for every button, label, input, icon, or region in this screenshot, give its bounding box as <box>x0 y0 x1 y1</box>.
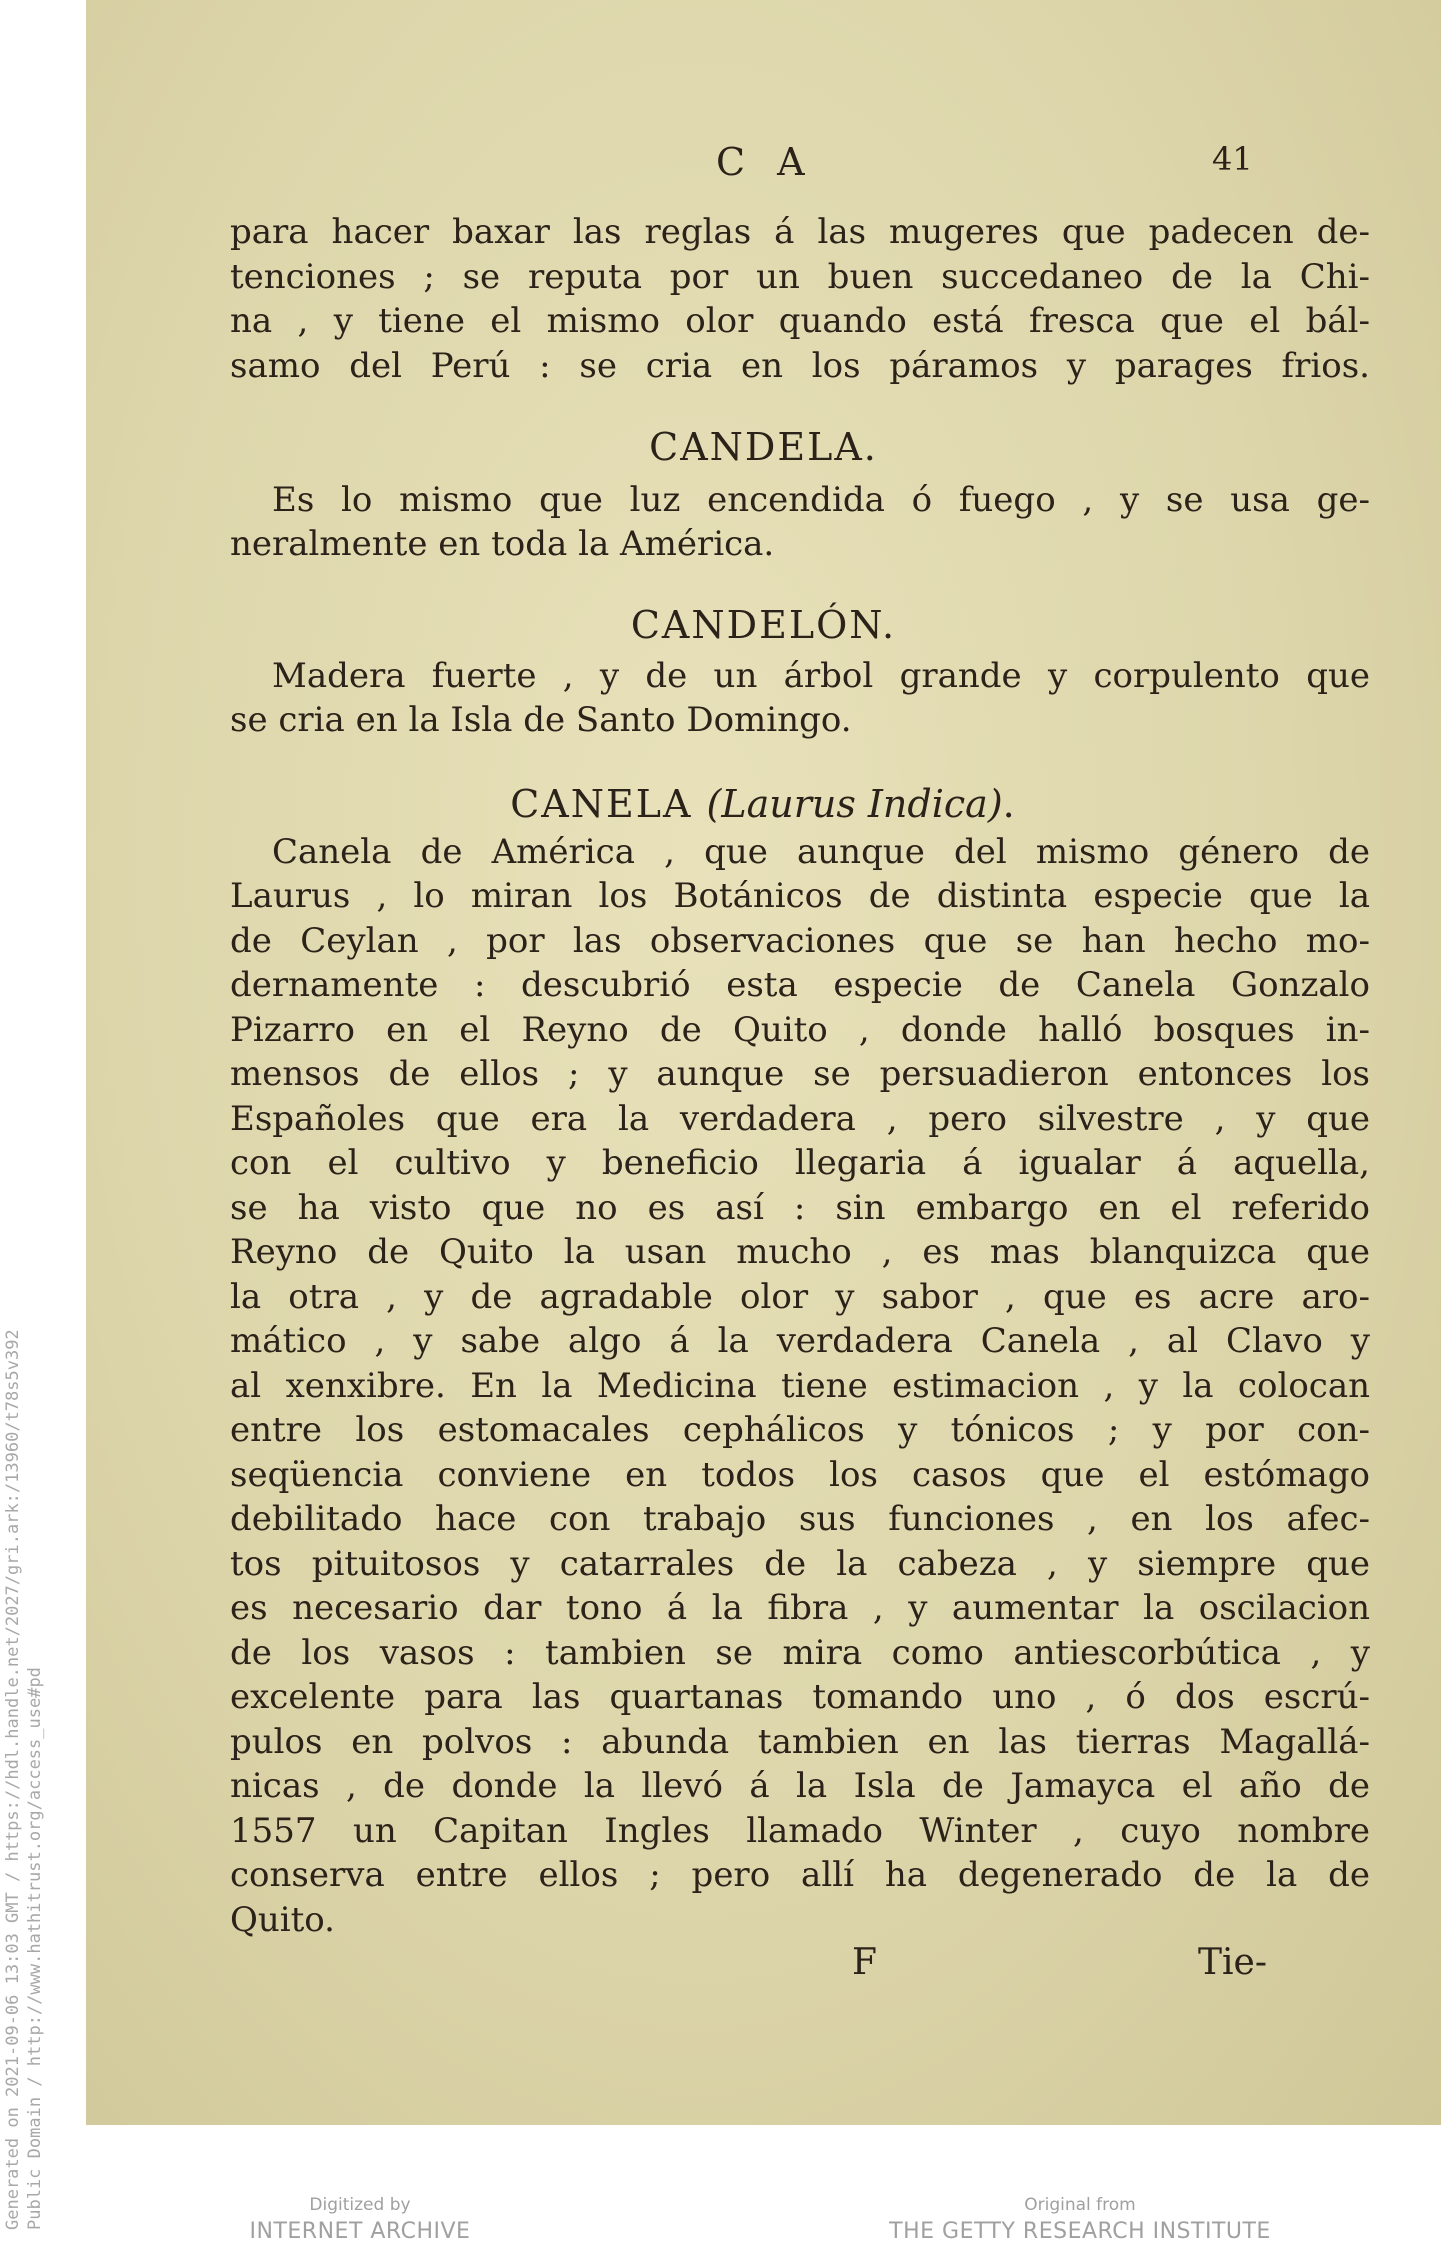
digitized-by-label: Digitized by <box>309 2195 411 2215</box>
original-from <box>860 2195 1300 2244</box>
generation-notice-line-1: Generated on 2021-09-06 13:03 GMT / https://hdl.handle.net/2027/gri.ark:/13960/t78s5v392 <box>3 1329 23 2230</box>
entry-body-candelon <box>272 654 1370 699</box>
text-line: de los vasos : tambien se mira como antiescorbútica , y <box>230 1632 1370 1673</box>
entry-headword-canela <box>86 782 1441 826</box>
headword-period: . <box>1002 782 1017 826</box>
text-line: para hacer baxar las reglas á las mugeres que padecen de- <box>230 212 1370 252</box>
intro-paragraph <box>230 210 1370 388</box>
text-line: Es lo mismo que luz encendida ó fuego , y se usa ge- <box>272 480 1370 520</box>
text-line: es necesario dar tono á la fibra , y aumentar la oscilacion <box>230 1588 1370 1628</box>
text-line: Canela de América , que aunque del mismo género de <box>272 832 1370 872</box>
text-line: Madera fuerte , y de un árbol grande y corpulento que <box>272 656 1370 696</box>
text-line: Pizarro en el Reyno de Quito , donde halló bosques in- <box>230 1009 1370 1050</box>
digitized-by-source: INTERNET ARCHIVE <box>249 2219 471 2244</box>
original-from-label: Original from <box>1024 2195 1136 2215</box>
entry-body-candelon-cont <box>230 698 1370 743</box>
footer <box>0 2195 1441 2255</box>
entry-body-candela-cont <box>230 522 1370 567</box>
text-line: na , y tiene el mismo olor quando está fresca que el bál- <box>230 301 1370 341</box>
text-line: tenciones ; se reputa por un buen succedaneo de la Chi- <box>230 256 1370 297</box>
generation-notice <box>2 1329 46 2230</box>
text-line: dernamente : descubrió esta especie de Canela Gonzalo <box>230 965 1370 1005</box>
text-line: al xenxibre. En la Medicina tiene estimacion , y la colocan <box>230 1365 1370 1406</box>
left-margin <box>0 0 86 2255</box>
text-line: se cria en la Isla de Santo Domingo. <box>230 700 852 740</box>
original-from-source: THE GETTY RESEARCH INSTITUTE <box>889 2219 1271 2244</box>
text-line: Españoles que era la verdadera , pero silvestre , y que <box>230 1098 1370 1139</box>
text-line: mensos de ellos ; y aunque se persuadieron entonces los <box>230 1054 1370 1094</box>
text-line: nicas , de donde la llevó á la Isla de Jamayca el año de <box>230 1766 1370 1806</box>
text-line: debilitado hace con trabajo sus funciones , en los afec- <box>230 1499 1370 1539</box>
entry-body-candela <box>272 478 1370 523</box>
running-head-title: C A <box>716 140 815 184</box>
text-line: la otra , y de agradable olor y sabor , que es acre aro- <box>230 1276 1370 1317</box>
digitized-by <box>230 2195 490 2244</box>
text-line: Quito. <box>230 1899 335 1940</box>
text-line: 1557 un Capitan Ingles llamado Winter , cuyo nombre <box>230 1810 1370 1851</box>
catchword: Tie- <box>1198 1942 1267 1983</box>
entry-body-canela <box>230 874 1370 1942</box>
text-line: neralmente en toda la América. <box>230 524 775 564</box>
text-line: Laurus , lo miran los Botánicos de distinta especie que la <box>230 876 1370 916</box>
text-line: pulos en polvos : abunda tambien en las tierras Magallá- <box>230 1721 1370 1762</box>
generation-notice-line-2: Public Domain / http://www.hathitrust.org/access_use#pd <box>25 1667 45 2230</box>
text-line: tos pituitosos y catarrales de la cabeza , y siempre que <box>230 1543 1370 1584</box>
text-line: samo del Perú : se cria en los páramos y parages frios. <box>230 345 1370 386</box>
text-line: excelente para las quartanas tomando uno , ó dos escrú- <box>230 1677 1370 1717</box>
scanned-page <box>86 0 1441 2125</box>
running-head <box>86 140 1441 190</box>
headword-text: CANELA <box>510 782 693 826</box>
entry-body-canela-first <box>272 830 1370 875</box>
text-line: mático , y sabe algo á la verdadera Canela , al Clavo y <box>230 1321 1370 1361</box>
text-line: se ha visto que no es así : sin embargo en el referido <box>230 1187 1370 1228</box>
signature-mark: F <box>852 1942 877 1983</box>
text-line: con el cultivo y beneficio llegaria á igualar á aquella, <box>230 1143 1370 1183</box>
page-number: 41 <box>1212 140 1253 178</box>
entry-headword-candela: CANDELA. <box>649 425 878 469</box>
entry-headword-candelon: CANDELÓN. <box>630 603 897 647</box>
text-line: seqüencia conviene en todos los casos que el estómago <box>230 1454 1370 1495</box>
text-line: conserva entre ellos ; pero allí ha degenerado de la de <box>230 1855 1370 1895</box>
text-line: entre los estomacales cephálicos y tónicos ; y por con- <box>230 1410 1370 1450</box>
text-line: Reyno de Quito la usan mucho , es mas blanquizca que <box>230 1232 1370 1272</box>
headword-latin-name: (Laurus Indica) <box>706 782 1003 826</box>
text-line: de Ceylan , por las observaciones que se han hecho mo- <box>230 920 1370 961</box>
